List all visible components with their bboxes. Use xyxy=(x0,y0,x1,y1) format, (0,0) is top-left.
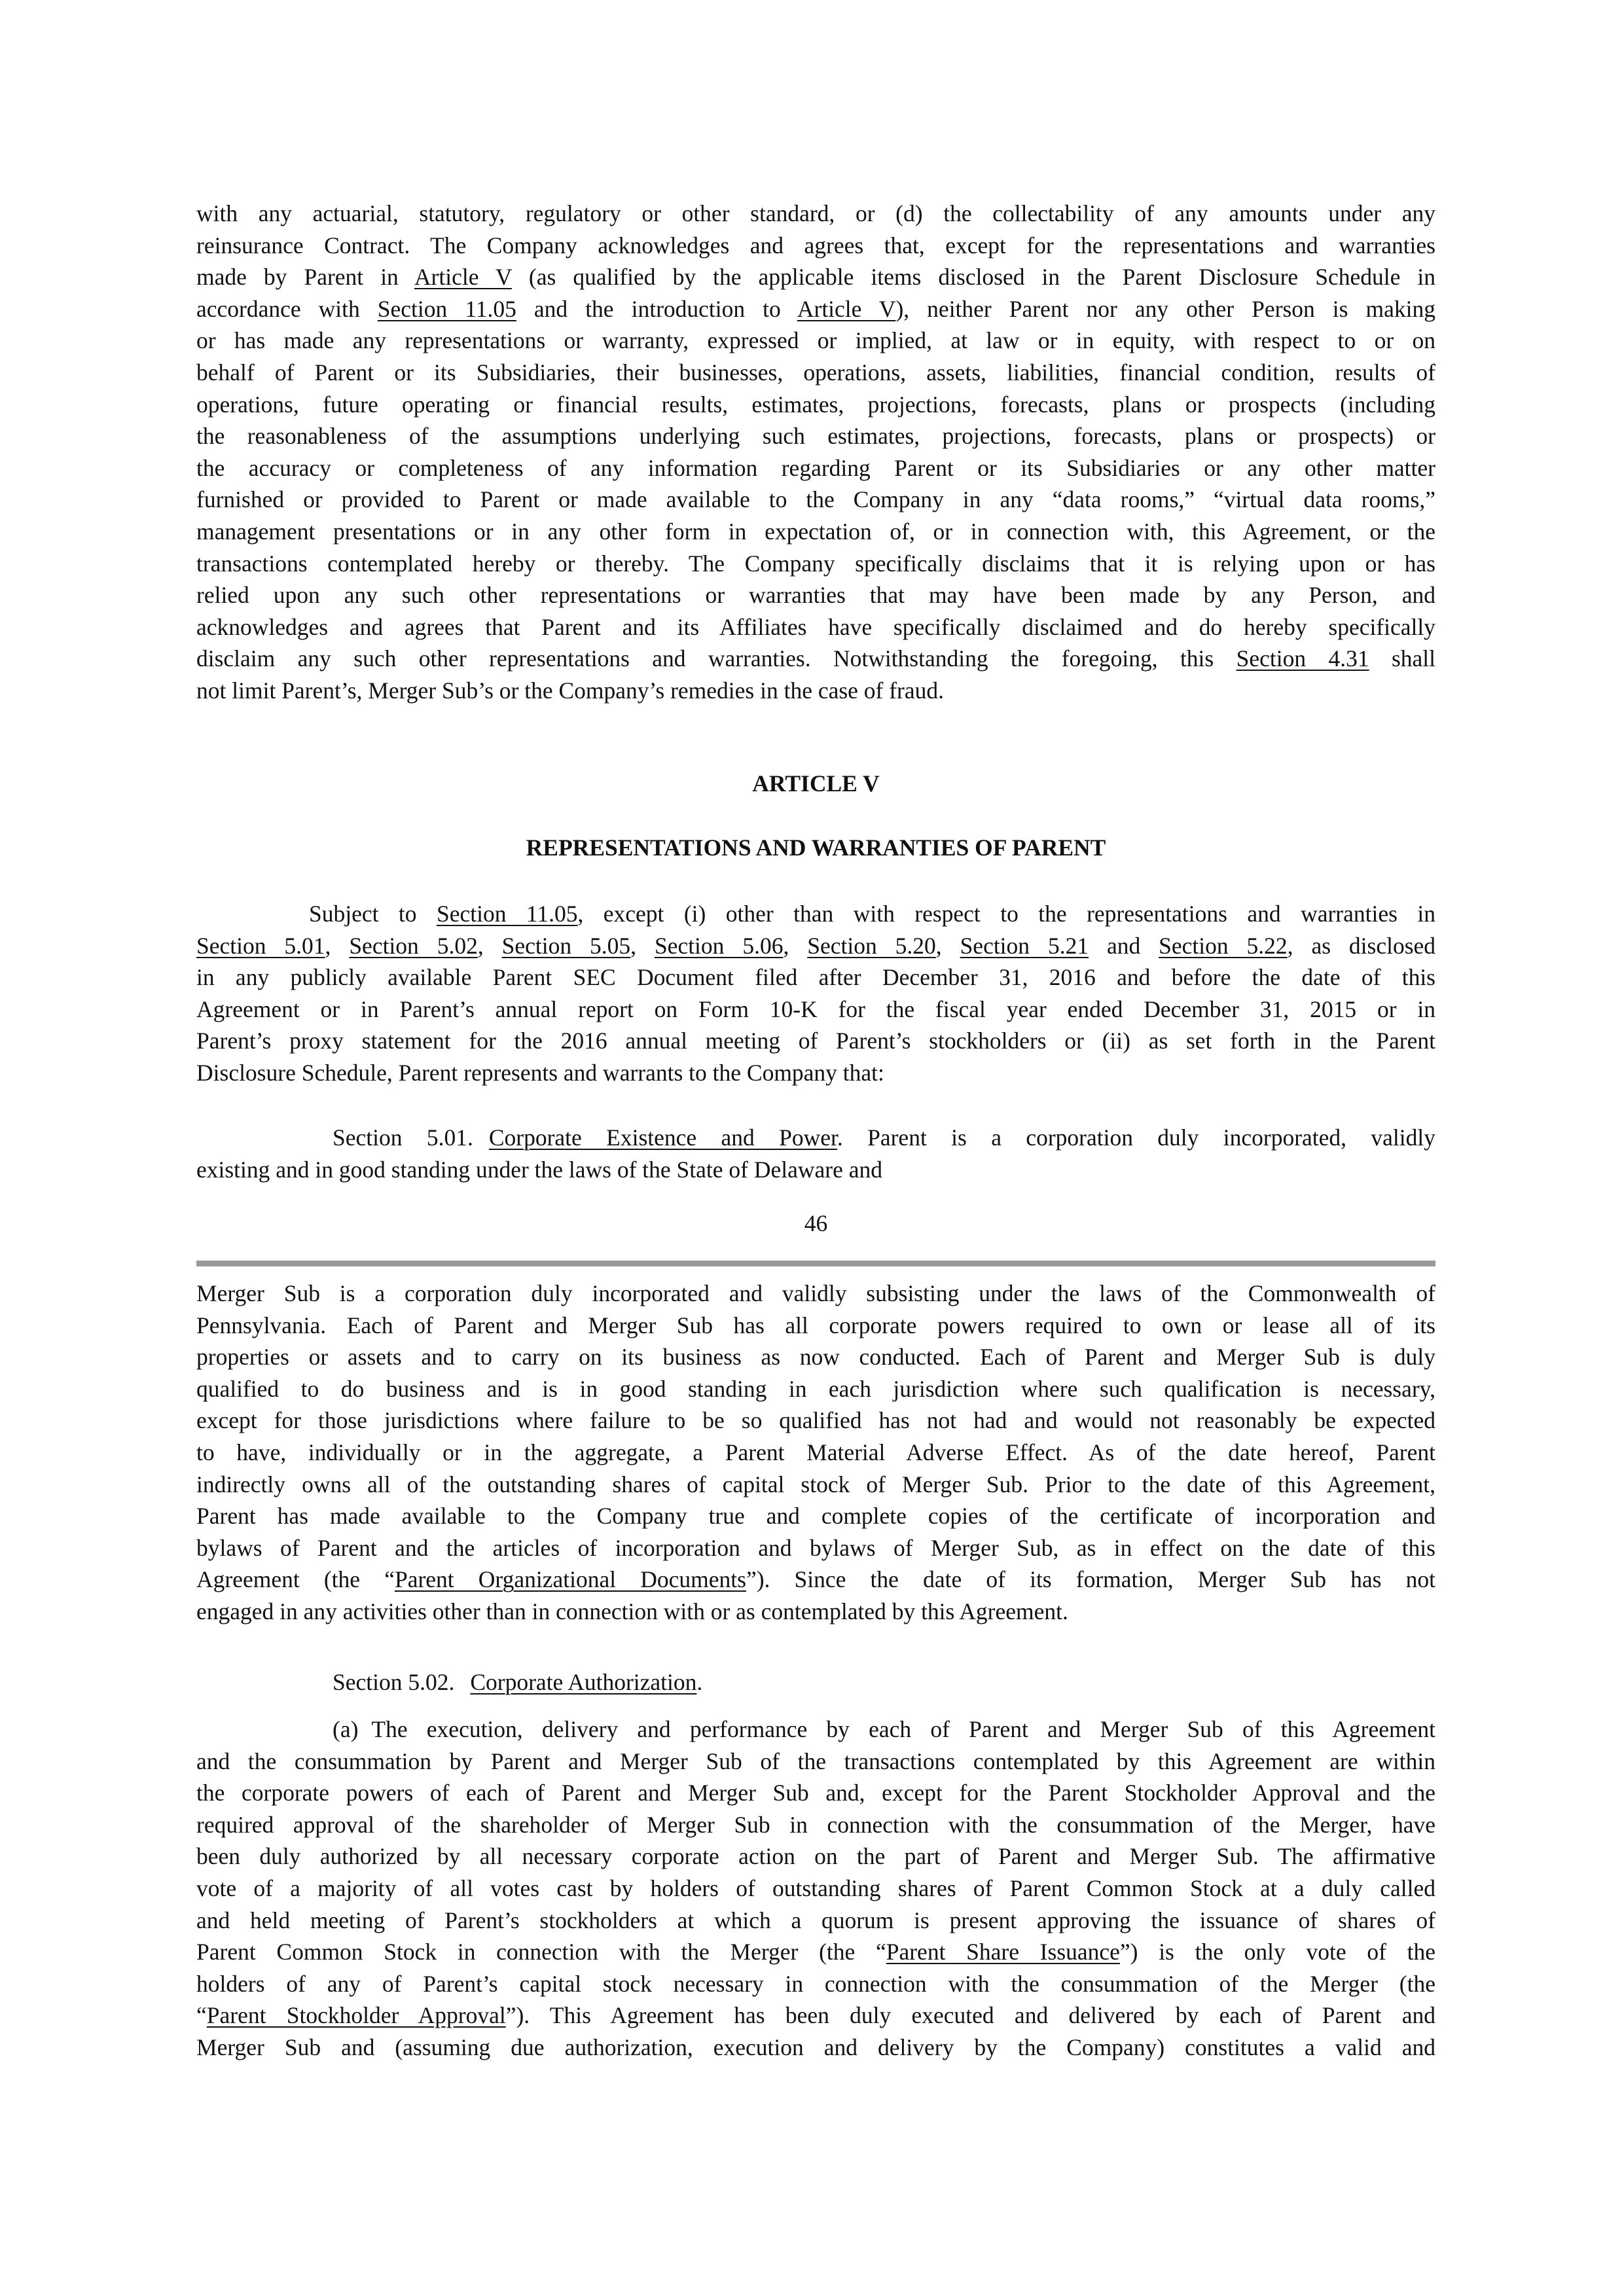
text-line xyxy=(196,675,1435,707)
rich-lines xyxy=(196,198,1435,707)
text-run: required approval of the shareholder of Merger Sub in connection with the consummation of the Merger, have xyxy=(196,1811,1435,1838)
text-line xyxy=(196,261,1435,293)
text-line xyxy=(196,548,1435,580)
text-run: engaged in any activities other than in connection with or as contemplated by this Agreement. xyxy=(196,1598,1068,1624)
text-line xyxy=(196,516,1435,548)
section-number: Section 5.01. xyxy=(333,1124,473,1151)
text-run: furnished or provided to Parent or made available to the Company in any “data rooms,” “virtual data rooms,” xyxy=(196,486,1435,513)
text-run: Agreement or in Parent’s annual report on Form 10-K for the fiscal year ended December 31, 2015 or in xyxy=(196,996,1435,1022)
text-run: , xyxy=(783,932,808,959)
text-line xyxy=(196,293,1435,325)
text-run: in any publicly available Parent SEC Document filed after December 31, 2016 and before the date of this xyxy=(196,964,1435,991)
text-run: behalf of Parent or its Subsidiaries, their businesses, operations, assets, liabilities, financial condition, results of xyxy=(196,359,1435,386)
text-line xyxy=(196,1746,1435,1778)
text-line xyxy=(196,930,1435,962)
text-run: vote of a majority of all votes cast by holders of outstanding shares of Parent Common Stock at a duly called xyxy=(196,1874,1435,1901)
text-run: ”). Since the date of its formation, Merger Sub has not xyxy=(746,1566,1435,1593)
section-5-01-line-1 xyxy=(196,1122,1435,1154)
section-5-01 xyxy=(196,1122,1435,1185)
text-line xyxy=(196,1777,1435,1809)
text-line xyxy=(196,1278,1435,1310)
subsection-label: (a) xyxy=(333,1716,359,1742)
text-run: holders of any of Parent’s capital stock necessary in connection with the consummation of the Merger (the xyxy=(196,1970,1435,1997)
section-title: Corporate Existence and Power xyxy=(488,1124,837,1151)
text-run: management presentations or in any other form in expectation of, or in connection with, this Agreement, or the xyxy=(196,518,1435,545)
text-run: Pennsylvania. Each of Parent and Merger Sub has all corporate powers required to own or lease all of its xyxy=(196,1312,1435,1338)
text-line xyxy=(196,1840,1435,1873)
text-line xyxy=(196,1873,1435,1905)
text-line xyxy=(196,1373,1435,1405)
text-run: Parent has made available to the Company true and complete copies of the certificate of incorporation and xyxy=(196,1503,1435,1530)
text-run: “ xyxy=(196,2002,207,2029)
text-run: Parent Common Stock in connection with the Merger (the “ xyxy=(196,1939,886,1965)
text-run: acknowledges and agrees that Parent and its Affiliates have specifically disclaimed and do hereby specifically xyxy=(196,613,1435,640)
section-number: Section 5.02. xyxy=(333,1669,455,1695)
text-line xyxy=(196,484,1435,516)
section-5-01-line-2: existing and in good standing under the laws of the State of Delaware and xyxy=(196,1156,882,1183)
text-run: the corporate powers of each of Parent and Merger Sub and, except for the Parent Stockholder Approval and the xyxy=(196,1780,1435,1806)
text-run: ), neither Parent nor any other Person is making xyxy=(895,295,1435,322)
section-title: Corporate Authorization xyxy=(470,1669,697,1695)
cross-reference: Section 11.05 xyxy=(377,295,516,322)
text-line xyxy=(196,2032,1435,2064)
cross-reference: Parent Share Issuance xyxy=(886,1939,1120,1965)
text-line xyxy=(196,1596,1435,1628)
section-5-01-text: . Parent is a corporation duly incorporated, validly xyxy=(837,1124,1435,1151)
text-line xyxy=(196,961,1435,994)
text-run: and the introduction to xyxy=(516,295,797,322)
text-line xyxy=(196,1405,1435,1437)
text-line xyxy=(196,579,1435,611)
text-line xyxy=(196,1905,1435,1937)
cross-reference: Article V xyxy=(797,295,896,322)
text-run: Disclosure Schedule, Parent represents and warrants to the Company that: xyxy=(196,1059,884,1086)
text-run: properties or assets and to carry on its business as now conducted. Each of Parent and Merger Sub is duly xyxy=(196,1344,1435,1371)
text-line xyxy=(196,2000,1435,2032)
text-line xyxy=(196,325,1435,357)
text-line xyxy=(196,420,1435,452)
text-run: , xyxy=(935,932,960,959)
text-line xyxy=(196,1310,1435,1342)
text-line xyxy=(196,389,1435,421)
text-line xyxy=(196,1968,1435,2000)
text-line xyxy=(196,198,1435,230)
text-run: operations, future operating or financial results, estimates, projections, forecasts, plans or prospects (including xyxy=(196,391,1435,418)
page-number: 46 xyxy=(804,1210,828,1236)
text-line xyxy=(196,1341,1435,1373)
text-line xyxy=(196,643,1435,675)
text-run: , xyxy=(477,932,502,959)
text-run: accordance with xyxy=(196,295,378,322)
text-run: not limit Parent’s, Merger Sub’s or the Company’s remedies in the case of fraud. xyxy=(196,677,945,704)
text-line xyxy=(196,1713,1435,1746)
text-run: relied upon any such other representations or warranties that may have been made by any Person, and xyxy=(196,582,1435,609)
text-run: (as qualified by the applicable items disclosed in the Parent Disclosure Schedule in xyxy=(511,264,1436,291)
text-run: disclaim any such other representations and warranties. Notwithstanding the foregoing, this xyxy=(196,645,1236,672)
text-run: except for those jurisdictions where failure to be so qualified has not had and would not reasonably be expected xyxy=(196,1407,1435,1434)
rich-lines xyxy=(196,1713,1435,2064)
text-line xyxy=(196,898,1435,930)
cross-reference: Section 5.02 xyxy=(349,932,478,959)
text-run: , as disclosed xyxy=(1287,932,1436,959)
cross-reference: Parent Organizational Documents xyxy=(394,1566,746,1593)
rich-lines xyxy=(196,1278,1435,1628)
cross-reference: Section 11.05 xyxy=(436,901,578,927)
text-run: indirectly owns all of the outstanding shares of capital stock of Merger Sub. Prior to the date of this Agreement, xyxy=(196,1471,1435,1498)
text-run: the reasonableness of the assumptions underlying such estimates, projections, forecasts, plans or prospects) or xyxy=(196,423,1435,450)
text-run: shall xyxy=(1369,645,1436,672)
text-run: to have, individually or in the aggregate, a Parent Material Adverse Effect. As of the date hereof, Parent xyxy=(196,1439,1435,1465)
text-run: ”). This Agreement has been duly executed and delivered by each of Parent and xyxy=(505,2002,1435,2029)
section-5-02-a xyxy=(196,1713,1435,2064)
text-line xyxy=(196,1469,1435,1501)
text-run: been duly authorized by all necessary corporate action on the part of Parent and Merger Sub. The affirmative xyxy=(196,1843,1435,1870)
text-line xyxy=(196,1025,1435,1057)
text-run: Agreement (the “ xyxy=(196,1566,395,1593)
text-line xyxy=(196,1057,1435,1089)
cross-reference: Parent Stockholder Approval xyxy=(206,2002,506,2029)
text-line xyxy=(196,1437,1435,1469)
text-run: ”) is the only vote of the xyxy=(1119,1939,1435,1965)
text-line xyxy=(196,1809,1435,1841)
cross-reference: Section 4.31 xyxy=(1236,645,1369,672)
text-line xyxy=(196,1564,1435,1596)
page-divider xyxy=(196,1261,1435,1266)
text-line xyxy=(196,1532,1435,1564)
text-run: qualified to do business and is in good standing in each jurisdiction where such qualification is necessary, xyxy=(196,1375,1435,1402)
text-line xyxy=(196,1936,1435,1968)
text-run: the accuracy or completeness of any information regarding Parent or its Subsidiaries or any other matter xyxy=(196,454,1435,481)
text-run: , except (i) other than with respect to the representations and warranties in xyxy=(577,901,1435,927)
paragraph-merger-sub-existence xyxy=(196,1278,1435,1628)
text-line xyxy=(196,1500,1435,1532)
text-line xyxy=(196,357,1435,389)
text-run: and the consummation by Parent and Merger Sub of the transactions contemplated by this Agreement are within xyxy=(196,1748,1435,1774)
text-run: made by Parent in xyxy=(196,264,414,291)
text-line xyxy=(196,994,1435,1026)
cross-reference: Section 5.20 xyxy=(807,932,936,959)
text-line xyxy=(196,611,1435,643)
section-5-02-heading: Section 5.02. Corporate Authorization. xyxy=(333,1669,703,1695)
text-run: , xyxy=(325,932,350,959)
text-run: reinsurance Contract. The Company acknowledges and agrees that, except for the representations and warranties xyxy=(196,232,1435,259)
text-run: Merger Sub is a corporation duly incorporated and validly subsisting under the laws of the Commonwealth of xyxy=(196,1280,1435,1306)
article-heading: ARTICLE V xyxy=(752,770,880,797)
text-run: and xyxy=(1089,932,1159,959)
text-run: Merger Sub and (assuming due authorization, execution and delivery by the Company) constitutes a valid and xyxy=(196,2034,1435,2060)
text-run: The execution, delivery and performance by each of Parent and Merger Sub of this Agreement xyxy=(371,1716,1435,1742)
text-run: , xyxy=(630,932,655,959)
cross-reference: Section 5.01 xyxy=(196,932,325,959)
cross-reference: Section 5.21 xyxy=(960,932,1089,959)
text-line xyxy=(196,452,1435,484)
text-run: Subject to xyxy=(309,901,437,927)
text-run: with any actuarial, statutory, regulatory or other standard, or (d) the collectability of any amounts under any xyxy=(196,200,1435,226)
paragraph-section-4-31-end xyxy=(196,198,1435,707)
article-v-intro-paragraph xyxy=(196,898,1435,1089)
cross-reference: Section 5.06 xyxy=(654,932,784,959)
rich-lines xyxy=(196,898,1435,1089)
text-run: bylaws of Parent and the articles of incorporation and bylaws of Merger Sub, as in effect on the date of this xyxy=(196,1534,1435,1561)
article-title: REPRESENTATIONS AND WARRANTIES OF PARENT xyxy=(526,834,1106,861)
text-line xyxy=(196,230,1435,262)
text-run: and held meeting of Parent’s stockholders at which a quorum is present approving the issuance of shares of xyxy=(196,1907,1435,1933)
cross-reference: Section 5.22 xyxy=(1159,932,1288,959)
text-run: transactions contemplated hereby or thereby. The Company specifically disclaims that it is relying upon or has xyxy=(196,550,1435,577)
cross-reference: Article V xyxy=(414,264,512,291)
text-run: or has made any representations or warranty, expressed or implied, at law or in equity, with respect to or on xyxy=(196,327,1435,354)
cross-reference: Section 5.05 xyxy=(501,932,631,959)
text-run: Parent’s proxy statement for the 2016 annual meeting of Parent’s stockholders or (ii) as set forth in the Parent xyxy=(196,1028,1435,1054)
